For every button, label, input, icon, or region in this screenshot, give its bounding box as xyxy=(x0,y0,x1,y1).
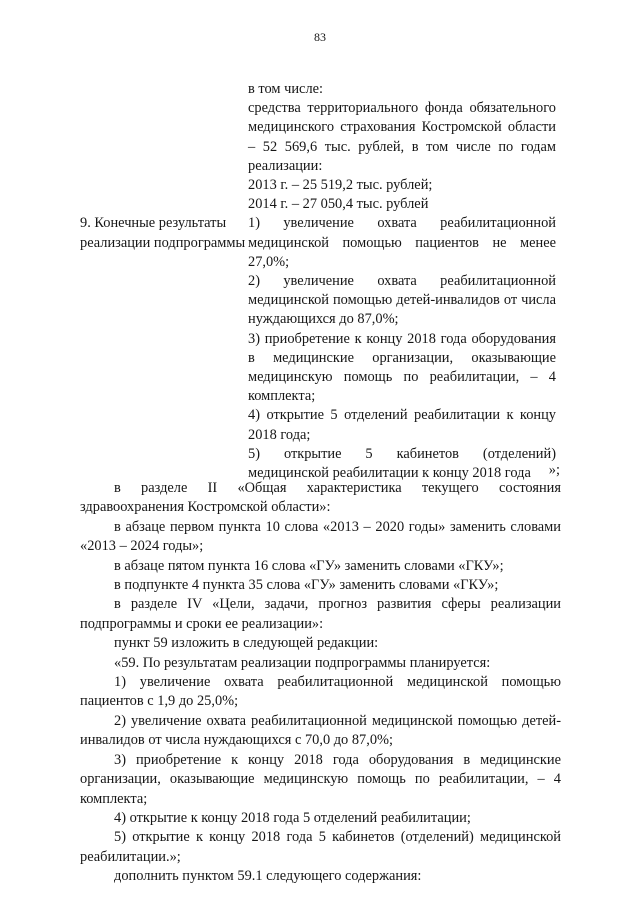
passport-table xyxy=(80,80,560,483)
page-number: 83 xyxy=(314,30,326,44)
funding-line: 2014 г. – 27 050,4 тыс. рублей xyxy=(248,196,429,213)
closing-quote-mark: »; xyxy=(548,462,560,478)
result-item: 2) увеличение охвата реабилитационной медицинской помощью детей-инвалидов от числа нуждающихся до 87,0%; xyxy=(248,273,556,328)
funding-content-cell xyxy=(248,80,556,214)
body-paragraph: 3) приобретение к концу 2018 года оборудования в медицинские организации, оказывающие медицинскую помощь по реабилитации, – 4 комплекта; xyxy=(80,751,561,807)
funding-line: в том числе: xyxy=(248,81,324,97)
results-content-cell xyxy=(248,214,556,483)
body-paragraph: 5) открытие к концу 2018 года 5 кабинетов (отделений) медицинской реабилитации.»; xyxy=(80,829,561,865)
result-item: 5) открытие 5 кабинетов (отделений) медицинской реабилитации к концу 2018 года xyxy=(248,445,556,482)
body-paragraph: «59. По результатам реализации подпрограммы планируется: xyxy=(114,654,491,671)
body-paragraph: 1) увеличение охвата реабилитационной медицинской помощью пациентов с 1,9 до 25,0%; xyxy=(80,674,561,710)
funding-row xyxy=(80,80,560,214)
funding-line: средства территориального фонда обязательного медицинского страхования Костромской области – 52 569,6 тыс. рублей, в том числе по годам реализации: xyxy=(248,100,556,174)
result-item: 3) приобретение к концу 2018 года оборудования в медицинские организации, оказывающие медицинскую помощь по реабилитации, – 4 комплекта; xyxy=(248,330,556,405)
amendment-text xyxy=(80,479,561,887)
body-paragraph: в разделе IV «Цели, задачи, прогноз развития сферы реализации подпрограммы и сроки ее реализации»: xyxy=(80,596,561,632)
section9-label-cell xyxy=(80,214,248,483)
result-item: 1) увеличение охвата реабилитационной медицинской помощью пациентов не менее 27,0%; xyxy=(248,215,556,270)
body-paragraph: в абзаце первом пункта 10 слова «2013 – 2020 годы» заменить словами «2013 – 2024 годы»; xyxy=(80,518,561,555)
body-paragraph: в разделе II «Общая характеристика текущего состояния здравоохранения Костромской области»: xyxy=(80,480,561,516)
body-paragraph: пункт 59 изложить в следующей редакции: xyxy=(114,635,379,652)
results-row xyxy=(80,214,560,483)
funding-label-cell xyxy=(80,80,248,214)
body-paragraph: в подпункте 4 пункта 35 слова «ГУ» заменить словами «ГКУ»; xyxy=(114,577,499,594)
body-paragraph: в абзаце пятом пункта 16 слова «ГУ» заменить словами «ГКУ»; xyxy=(114,557,504,574)
result-item: 4) открытие 5 отделений реабилитации к концу 2018 года; xyxy=(248,407,556,443)
body-paragraph: 2) увеличение охвата реабилитационной медицинской помощью детей-инвалидов от числа нуждающихся с 70,0 до 87,0%; xyxy=(80,712,561,749)
funding-line: 2013 г. – 25 519,2 тыс. рублей; xyxy=(248,177,433,194)
body-paragraph: дополнить пунктом 59.1 следующего содержания: xyxy=(114,868,422,885)
body-paragraph: 4) открытие к концу 2018 года 5 отделений реабилитации; xyxy=(114,809,471,826)
section9-label: 9. Конечные результаты реализации подпрограммы xyxy=(80,215,246,251)
